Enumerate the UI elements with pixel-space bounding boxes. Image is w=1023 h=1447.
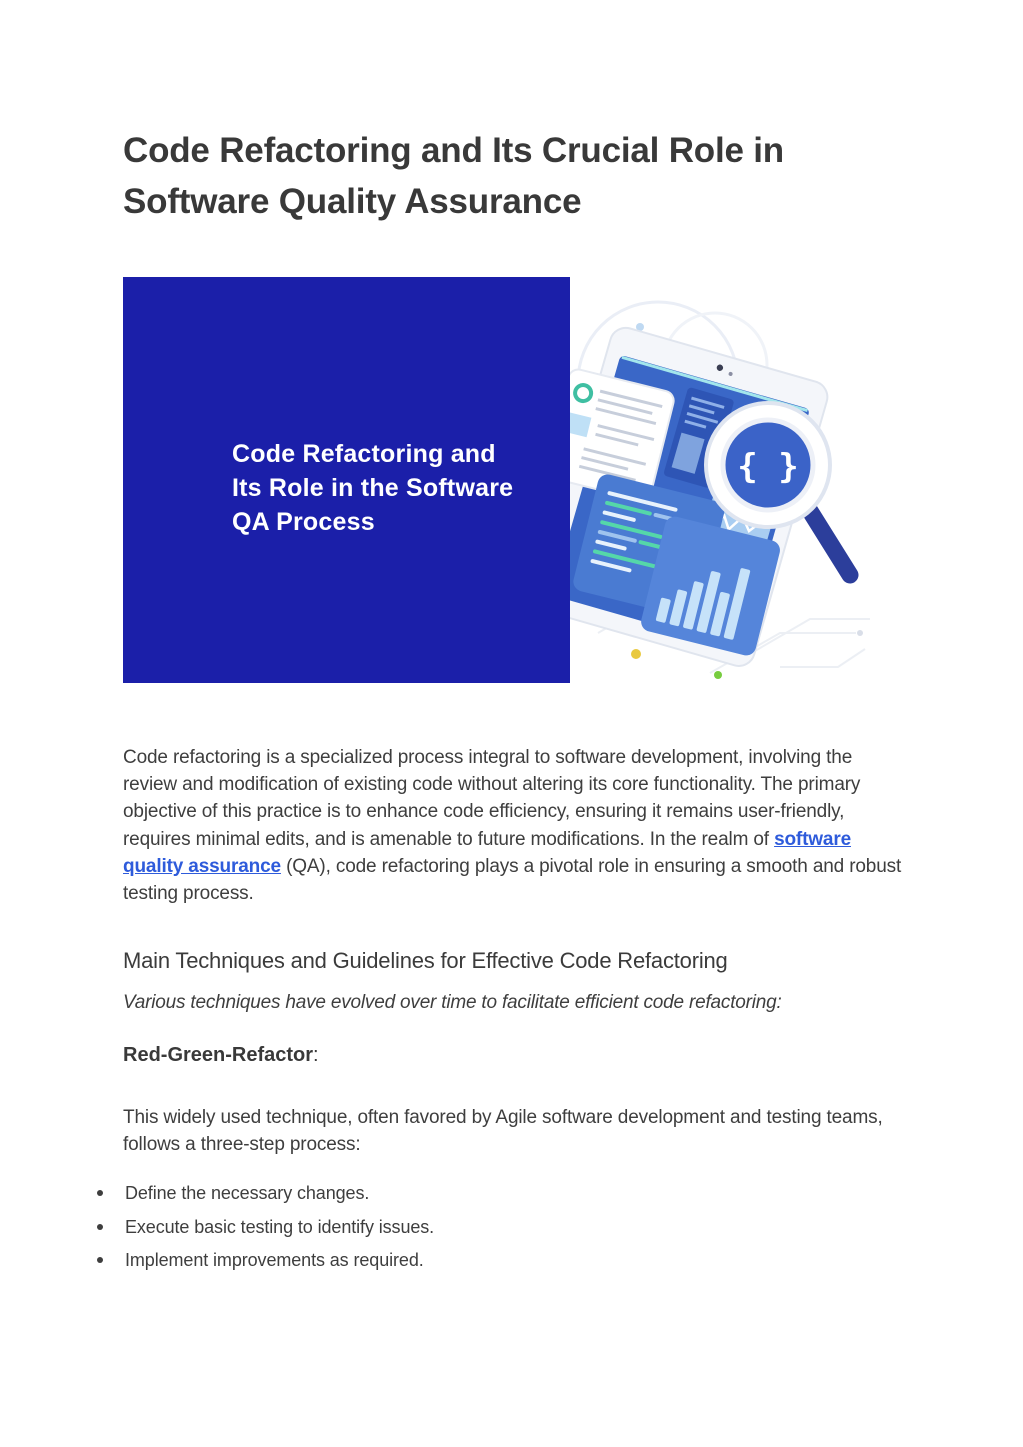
hero-image (123, 277, 880, 684)
list-item (96, 1250, 434, 1271)
intro-paragraph (123, 744, 905, 907)
banner-title (232, 437, 562, 539)
qa-illustration (570, 277, 880, 684)
bullet-icon (97, 1190, 103, 1196)
list-item (96, 1217, 434, 1238)
techniques-note: Various techniques have evolved over time to facilitate efficient code refactoring: (123, 992, 782, 1013)
page-title: Code Refactoring and Its Crucial Role in Software Quality Assurance (123, 131, 784, 221)
list-item-text: Define the necessary changes. (125, 1183, 370, 1203)
hero-banner (123, 277, 570, 683)
list-item (96, 1183, 434, 1204)
rgr-steps-list (96, 1183, 434, 1284)
list-item-text: Implement improvements as required. (125, 1250, 424, 1270)
banner-title-line: Code Refactoring and (232, 440, 496, 468)
code-braces-glyph: { } (737, 447, 799, 487)
red-green-refactor-colon: : (313, 1044, 319, 1066)
intro-text-before-link: Code refactoring is a specialized process integral to software development, involving the review and modification of existing code without altering its core functionality. The primary objective of this practice is to enhance code efficiency, ensuring it remains user-friendly, requires minimal edits, and is amenable to future modifications. In the realm of (123, 747, 861, 850)
list-item-text: Execute basic testing to identify issues. (125, 1216, 435, 1237)
banner-title-line: QA Process (232, 508, 375, 536)
document-content (123, 0, 902, 1447)
bullet-icon (97, 1224, 103, 1230)
banner-title-line: Its Role in the Software (232, 474, 514, 502)
red-green-refactor-label (123, 1042, 319, 1069)
software-quality-assurance-link[interactable]: software quality assurance (123, 828, 851, 877)
techniques-heading: Main Techniques and Guidelines for Effective Code Refactoring (123, 948, 728, 973)
bullet-icon (97, 1257, 103, 1263)
rgr-description: This widely used technique, often favored by Agile software development and testing teams, follows a three-step process: (123, 1107, 883, 1156)
intro-text-after-link: (QA), code refactoring plays a pivotal role in ensuring a smooth and robust testing process. (123, 855, 902, 905)
red-green-refactor-term: Red-Green-Refactor (123, 1044, 314, 1066)
